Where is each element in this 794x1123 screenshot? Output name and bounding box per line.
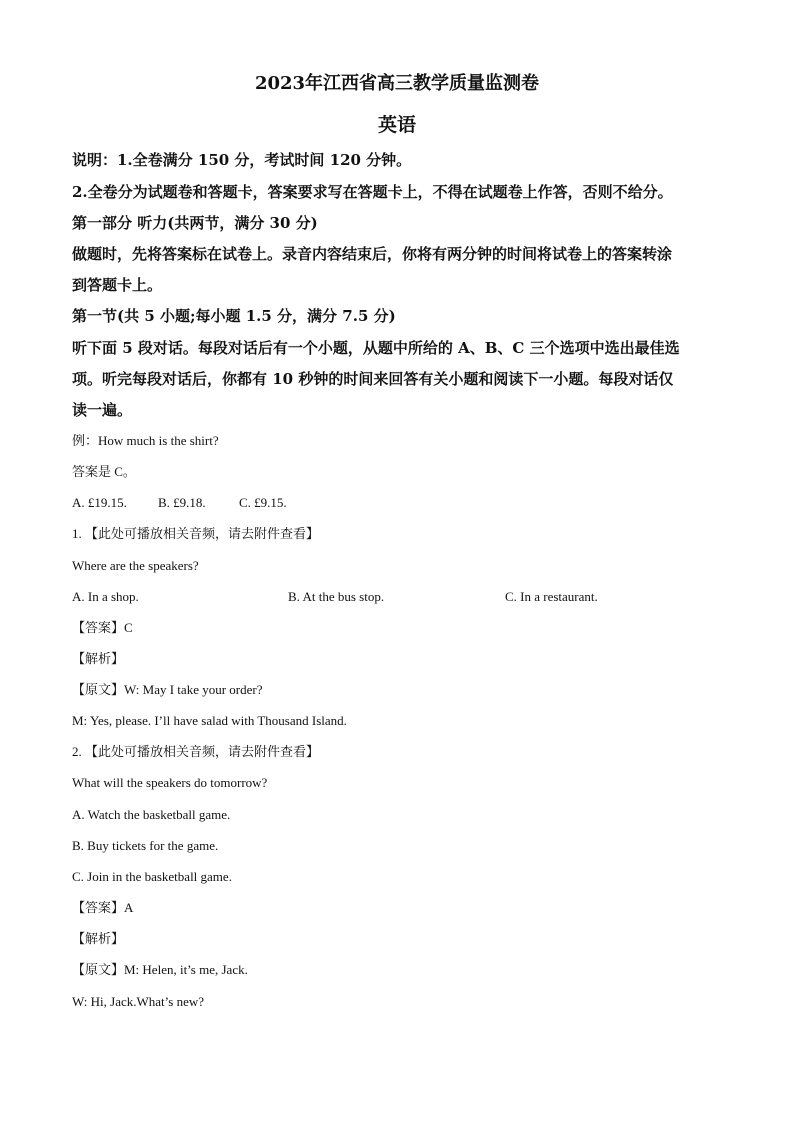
part1-desc-line-1: 做题时，先将答案标在试卷上。录音内容结束后，你将有两分钟的时间将试卷上的答案转涂 bbox=[72, 245, 673, 263]
q2-option-c: C. Join in the basketball game. bbox=[72, 869, 232, 884]
q1-option-b: B. At the bus stop. bbox=[288, 589, 385, 604]
q2-question: What will the speakers do tomorrow? bbox=[72, 775, 268, 790]
part1-heading: 第一部分 听力(共两节，满分 30 分) bbox=[72, 214, 318, 232]
q1-option-c: C. In a restaurant. bbox=[505, 589, 598, 604]
q1-answer: 【答案】C bbox=[72, 620, 133, 635]
example-option-a: A. £19.15. bbox=[72, 495, 127, 510]
instruction-line-2: 2.全卷分为试题卷和答题卡，答案要求写在答题卡上，不得在试题卷上作答，否则不给分。 bbox=[72, 183, 673, 201]
section1-desc-line-1: 听下面 5 段对话。每段对话后有一个小题，从题中所给的 A、B、C 三个选项中选出最佳选 bbox=[72, 339, 680, 357]
q2-analysis: 【解析】 bbox=[72, 931, 125, 946]
q2-option-a: A. Watch the basketball game. bbox=[72, 807, 231, 822]
q1-transcript-2: M: Yes, please. I’ll have salad with Thousand Island. bbox=[72, 713, 347, 728]
example-answer: 答案是 C。 bbox=[72, 464, 136, 479]
q1-option-a: A. In a shop. bbox=[72, 589, 139, 604]
q1-analysis: 【解析】 bbox=[72, 651, 125, 666]
subject-title: 英语 bbox=[377, 114, 416, 136]
q2-option-b: B. Buy tickets for the game. bbox=[72, 838, 219, 853]
section1-desc-line-2: 项。听完每段对话后，你都有 10 秒钟的时间来回答有关小题和阅读下一小题。每段对话仅 bbox=[72, 370, 674, 388]
q2-number: 2. 【此处可播放相关音频，请去附件查看】 bbox=[72, 744, 320, 759]
example-option-c: C. £9.15. bbox=[239, 495, 287, 510]
q2-transcript-2: W: Hi, Jack.What’s new? bbox=[72, 994, 204, 1009]
instruction-line-1: 说明：1.全卷满分 150 分，考试时间 120 分钟。 bbox=[72, 151, 412, 169]
example-option-b: B. £9.18. bbox=[158, 495, 206, 510]
q1-transcript-1: 【原文】W: May I take your order? bbox=[72, 682, 263, 697]
exam-title: 2023年江西省高三教学质量监测卷 bbox=[254, 73, 540, 94]
q2-answer: 【答案】A bbox=[72, 900, 134, 915]
q2-transcript-1: 【原文】M: Helen, it’s me, Jack. bbox=[72, 962, 248, 977]
section1-heading: 第一节(共 5 小题;每小题 1.5 分，满分 7.5 分) bbox=[72, 307, 396, 325]
part1-desc-line-2: 到答题卡上。 bbox=[72, 276, 163, 294]
q1-number: 1. 【此处可播放相关音频，请去附件查看】 bbox=[72, 526, 320, 541]
example-question: 例：How much is the shirt? bbox=[72, 433, 219, 448]
q1-question: Where are the speakers? bbox=[72, 558, 199, 573]
section1-desc-line-3: 读一遍。 bbox=[72, 401, 133, 419]
